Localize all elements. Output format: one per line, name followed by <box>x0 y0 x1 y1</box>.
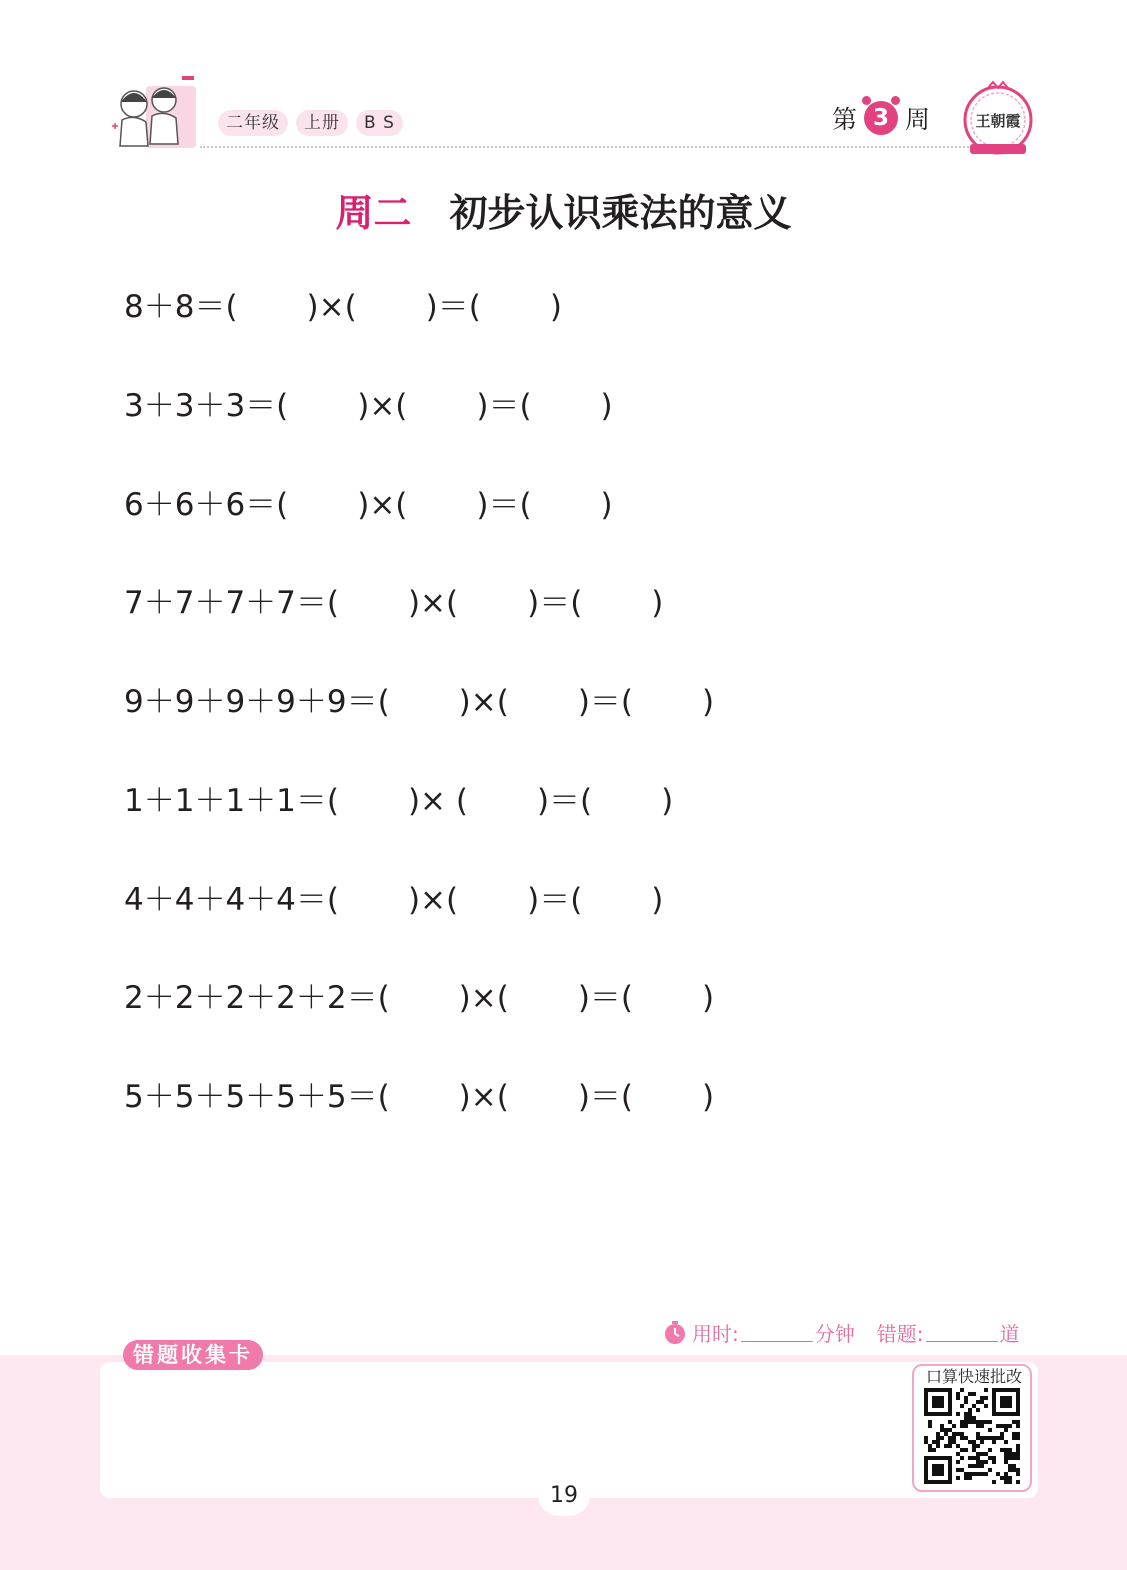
grade-info-pills <box>218 110 403 136</box>
errors-blank[interactable] <box>926 1323 998 1342</box>
edition-pill: B S <box>356 110 403 136</box>
qr-caption: 口算快速批改 <box>926 1367 1023 1386</box>
week-indicator <box>832 100 930 136</box>
page-title <box>0 182 1127 237</box>
title-day: 周二 <box>335 191 412 235</box>
errors-unit: 道 <box>999 1322 1020 1346</box>
time-unit: 分钟 <box>814 1322 855 1346</box>
stopwatch-icon <box>662 1320 688 1346</box>
problem-row: 1＋1＋1＋1＝( )× ( )＝( ) <box>124 783 674 819</box>
week-prefix: 第 <box>832 105 858 134</box>
grade-pill: 二年级 <box>218 110 288 136</box>
problem-row: 7＋7＋7＋7＝( )×( )＝( ) <box>124 585 664 621</box>
header-divider <box>200 146 972 148</box>
svg-text:王朝霞: 王朝霞 <box>975 112 1021 130</box>
problem-row: 5＋5＋5＋5＋5＝( )×( )＝( ) <box>124 1079 715 1115</box>
title-topic: 初步认识乘法的意义 <box>449 191 792 235</box>
volume-pill: 上册 <box>296 110 348 136</box>
qr-code[interactable] <box>924 1388 1020 1484</box>
problem-row: 4＋4＋4＋4＝( )×( )＝( ) <box>124 882 664 918</box>
week-suffix: 周 <box>905 105 931 134</box>
problem-row: 9＋9＋9＋9＋9＝( )×( )＝( ) <box>124 684 715 720</box>
time-blank[interactable] <box>741 1323 813 1342</box>
time-and-errors <box>662 1318 1020 1347</box>
problem-row: 2＋2＋2＋2＋2＝( )×( )＝( ) <box>124 980 715 1016</box>
problem-row: 8＋8＝( )×( )＝( ) <box>124 289 562 325</box>
problem-row: 3＋3＋3＝( )×( )＝( ) <box>124 388 613 424</box>
time-label: 用时: <box>692 1322 739 1346</box>
error-card-label: 错题收集卡 <box>123 1340 263 1370</box>
children-illustration <box>104 70 204 156</box>
problem-row: 6＋6＋6＝( )×( )＝( ) <box>124 487 613 523</box>
errors-label: 错题: <box>876 1322 924 1346</box>
page-number: 19 <box>538 1474 590 1516</box>
week-number-alarm-icon: 3 <box>864 101 898 135</box>
brand-seal-logo <box>960 80 1036 160</box>
